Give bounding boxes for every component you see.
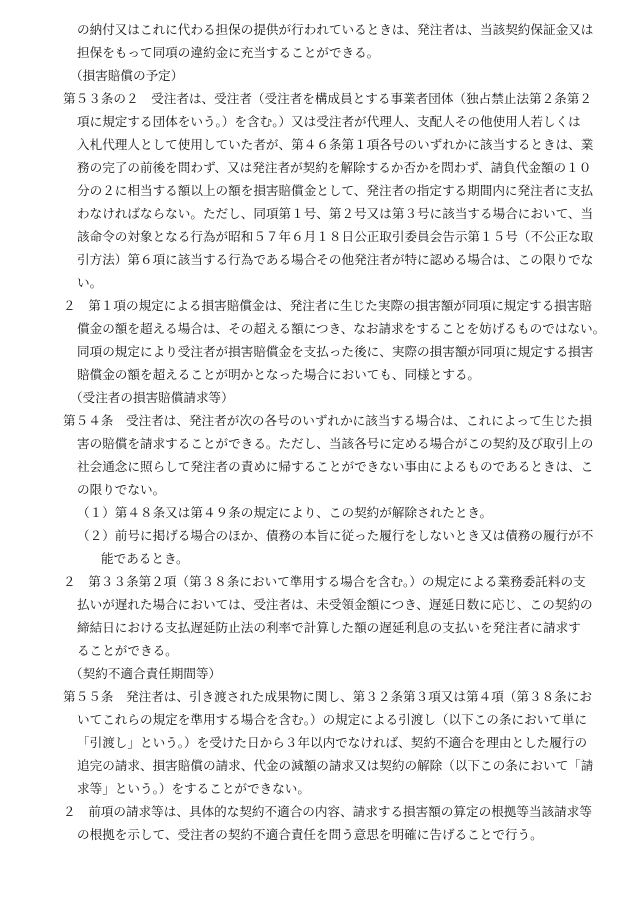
text-line: ２ 第３３条第２項（第３８条において準用する場合を含む。）の規定による業務委託料の支 (63, 574, 586, 589)
text-line: ２ 第１項の規定による損害賠償金は、発注者に生じた実際の損害額が同項に規定する損害賠 (63, 298, 592, 313)
text-line: ることができる。 (77, 643, 178, 658)
text-line: 分の２に相当する額以上の額を損害賠償金として、発注者の指定する期間内に発注者に支払 (77, 183, 594, 198)
text-line: の納付又はこれに代わる担保の提供が行われているときは、発注者は、当該契約保証金又は (77, 22, 594, 37)
text-line: の根拠を示して、受注者の契約不適合責任を問う意思を明確に告げることで行う。 (77, 827, 543, 842)
text-line: 「引渡し」という。）を受けた日から３年以内でなければ、契約不適合を理由とした履行の (77, 735, 588, 750)
text-line: ２ 前項の請求等は、具体的な契約不適合の内容、請求する損害額の算定の根拠等当該請求等 (63, 804, 592, 819)
text-line: 務の完了の前後を問わず、又は発注者が契約を解除するか否かを問わず、請負代金額の１０ (77, 160, 592, 175)
text-line: 担保をもって同項の違約金に充当することができる。 (77, 45, 380, 60)
text-line: 第５５条 発注者は、引き渡された成果物に関し、第３２条第３項又は第４項（第３８条にお (63, 689, 592, 704)
text-line: 払いが遅れた場合においては、受注者は、未受領金額につき、遅延日数に応じ、この契約の (77, 597, 593, 612)
text-line: わなければならない。ただし、同項第１号、第２号又は第３号に該当する場合において、当 (77, 206, 594, 221)
section-heading: （受注者の損害賠償請求等） (70, 390, 234, 405)
text-line: 能であるとき。 (101, 551, 189, 566)
text-line: の限りでない。 (77, 482, 166, 497)
text-line: 該命令の対象となる行為が昭和５７年６月１８日公正取引委員会告示第１５号（不公正な取 (77, 229, 594, 244)
section-heading: （損害賠償の予定） (70, 68, 184, 83)
text-line: 償金の額を超える場合は、その超える額につき、なお請求をすることを妨げるものではない。 (77, 321, 606, 336)
text-line: 害の賠償を請求することができる。ただし、当該各号に定める場合がこの契約及び取引上の (77, 436, 594, 451)
text-line: い。 (77, 275, 103, 290)
section-heading: （契約不適合責任期間等） (70, 666, 222, 681)
text-line: 追完の請求、損害賠償の請求、代金の減額の請求又は契約の解除（以下この条において「請 (77, 758, 594, 773)
text-line: 引方法）第６項に該当する行為である場合その他発注者が特に認める場合は、この限りでな (77, 252, 594, 267)
text-line: 第５４条 受注者は、発注者が次の各号のいずれかに該当する場合は、これによって生じた損 (63, 413, 592, 428)
text-line: 第５３条の２ 受注者は、受注者（受注者を構成員とする事業者団体（独占禁止法第２条第２ (63, 91, 592, 106)
list-item: （１）第４８条又は第４９条の規定により、この契約が解除されたとき。 (77, 505, 493, 520)
text-line: いてこれらの規定を準用する場合を含む。）の規定による引渡し（以下この条において単に (77, 712, 588, 727)
text-line: 賠償金の額を超えることが明かとなった場合においても、同様とする。 (77, 367, 480, 382)
text-line: 締結日における支払遅延防止法の利率で計算した額の遅延利息の支払いを発注者に請求す (77, 620, 581, 635)
text-line: 社会通念に照らして発注者の責めに帰することができない事由によるものであるときは、こ (77, 459, 594, 474)
text-line: 求等」という。）をすることができない。 (77, 781, 310, 796)
text-line: 入札代理人として使用していた者が、第４６条第１項各号のいずれかに該当するときは、業 (77, 137, 594, 152)
list-item: （２）前号に掲げる場合のほか、債務の本旨に従った履行をしないとき又は債務の履行が不 (77, 528, 594, 543)
text-line: 項に規定する団体をいう。）を含む。）又は受注者が代理人、支配人その他使用人若しくは (77, 114, 581, 129)
text-line: 同項の規定により受注者が損害賠償金を支払った後に、実際の損害額が同項に規定する損害 (77, 344, 594, 359)
